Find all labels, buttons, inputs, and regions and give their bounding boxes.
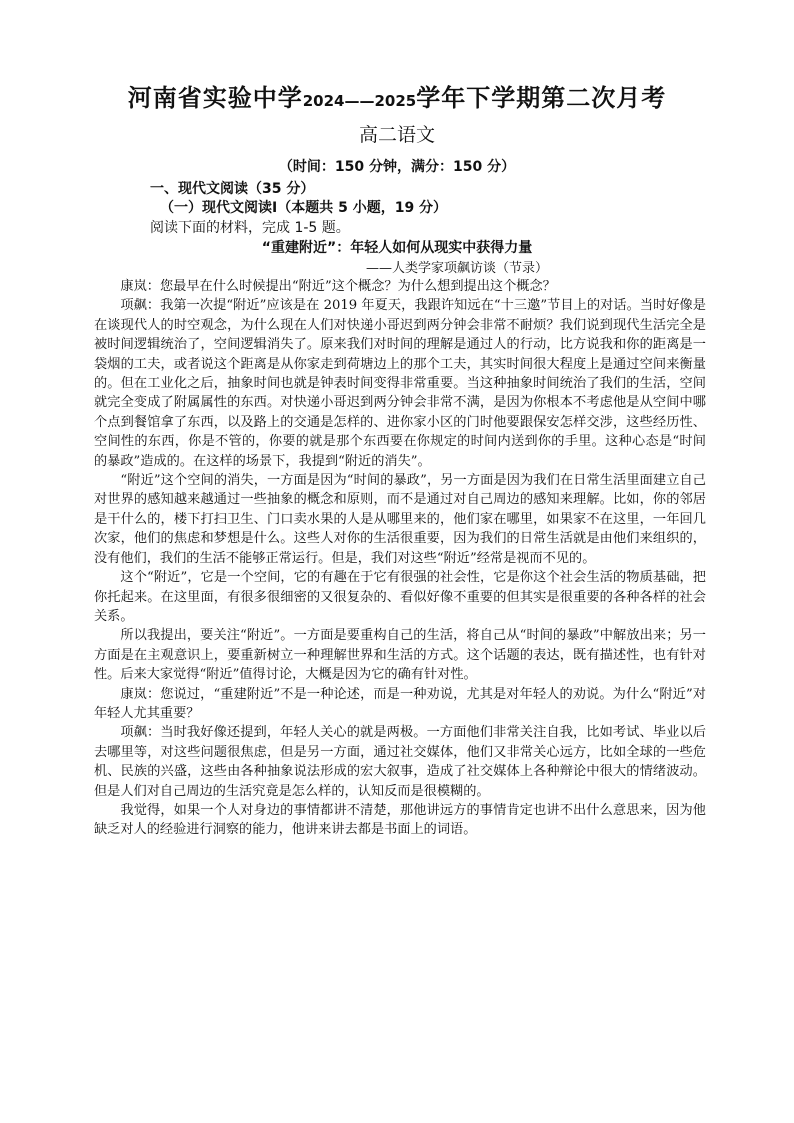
article-paragraph: 康岚：您说过，“重建附近”不是一种论述，而是一种劝说，尤其是对年轻人的劝说。为什么“附近”对年轻人尤其重要？ — [94, 686, 706, 721]
title-prefix: 河南省实验中学 — [127, 84, 303, 112]
subsection-heading: （一）现代文阅读Ⅰ（本题共 5 小题，19 分） — [160, 200, 448, 216]
section-heading: 一、现代文阅读（35 分） — [150, 181, 315, 197]
article-paragraph: 康岚：您最早在什么时候提出“附近”这个概念？为什么想到提出这个概念？ — [120, 279, 556, 294]
title-years: 2024——2025 — [302, 92, 417, 110]
time-info: （时间：150 分钟，满分：150 分） — [278, 159, 516, 175]
article-paragraph: 这个“附近”，它是一个空间，它的有趣在于它有很强的社会性，它是你这个社会生活的物质基础，把你托起来。在这里面，有很多很细密的又很复杂的、看似好像不重要的但其实是很重要的各种各样的社会关系。 — [94, 570, 706, 624]
article-paragraph: “附近”这个空间的消失，一方面是因为“时间的暴政”，另一方面是因为我们在日常生活里面建立自己对世界的感知越来越通过一些抽象的概念和原则，而不是通过对自己周边的感知来理解。比如，你的邻居是干什么的，楼下打扫卫生、门口卖水果的人是从哪里来的，他们家在哪里，如果家不在这里，一年回几次家，他们的焦虑和梦想是什么。这些人对你的生活很重要，因为我们的日常生活就是由他们来组织的，没有他们，我们的生活不能够正常运行。但是，我们对这些“附近”经常是视而不见的。 — [94, 473, 706, 566]
article-paragraph: 项飙：当时我好像还提到，年轻人关心的就是两极。一方面他们非常关注自我，比如考试、毕业以后去哪里等，对这些问题很焦虑，但是另一方面，通过社交媒体，他们又非常关心远方，比如全球的一些危机、民族的兴盛，这些由各种抽象说法形成的宏大叙事，造成了社交媒体上各种辩论中很大的情绪波动。但是人们对自己周边的生活究竟是怎么样的，认知反而是很模糊的。 — [94, 725, 706, 799]
article-title: “重建附近”：年轻人如何从现实中获得力量 — [261, 240, 533, 256]
reading-instruction: 阅读下面的材料，完成 1-5 题。 — [150, 220, 350, 236]
article-subtitle: ——人类学家项飙访谈（节录） — [365, 261, 548, 276]
article-paragraph: 所以我提出，要关注“附近”。一方面是要重构自己的生活，将自己从“时间的暴政”中解放出来；另一方面是在主观意识上，要重新树立一种理解世界和生活的方式。这个话题的表达，既有描述性，也有针对性。后来大家觉得“附近”值得讨论，大概是因为它的确有针对性。 — [94, 628, 706, 683]
subject-heading: 高二语文 — [358, 124, 435, 146]
exam-title — [0, 78, 794, 113]
title-suffix: 学年下学期第二次月考 — [416, 84, 667, 112]
article-paragraph: 我觉得，如果一个人对身边的事情都讲不清楚，那他讲远方的事情肯定也讲不出什么意思来，因为他缺乏对人的经验进行洞察的能力，他讲来讲去都是书面上的词语。 — [94, 802, 706, 838]
article-body — [94, 277, 706, 840]
article-paragraph: 项飙：我第一次提“附近”应该是在 2019 年夏天，我跟许知远在“十三邀”节目上的对话。当时好像是在谈现代人的时空观念，为什么现在人们对快递小哥迟到两分钟会非常不耐烦？我们说到现代生活完全是被时间逻辑统治了，空间逻辑消失了。原来我们对时间的理解是通过人的行动，比方说我和你的距离是一袋烟的工夫，或者说这个距离是从你家走到荷塘边上的那个工夫，其实时间很大程度上是通过空间来衡量的。但在工业化之后，抽象时间也就是钟表时间变得非常重要。当这种抽象时间统治了我们的生活，空间就完全变成了附属属性的东西。对快递小哥迟到两分钟会非常不满，是因为你根本不考虑他是从空间中哪个点到餐馆拿了东西，以及路上的交通是怎样的、进你家小区的门时他要跟保安怎样交涉，这些经历性、空间性的东西，你是不管的，你要的就是那个东西要在你规定的时间内送到你的手里。这种心态是“时间的暴政”造成的。在这样的场景下，我提到“附近的消失”。 — [94, 298, 706, 469]
